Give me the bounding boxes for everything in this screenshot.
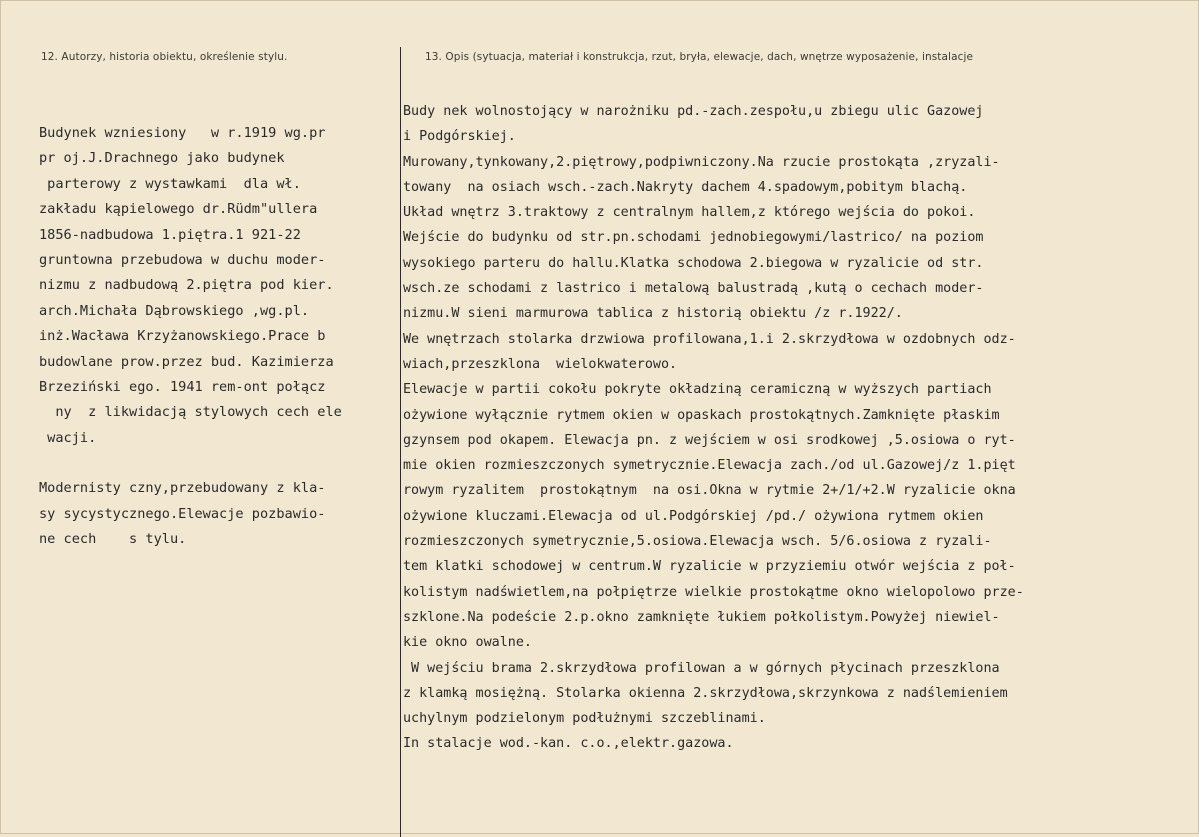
text-line: nizmu z nadbudową 2.piętra pod kier. — [39, 277, 334, 294]
text-line: i Podgórskiej. — [403, 129, 516, 145]
text-line: Brzeziński ego. 1941 rem-ont połącz — [39, 379, 326, 396]
section-header-12: 12. Autorzy, historia obiektu, określenie stylu. — [41, 51, 288, 63]
text-line: rowym ryzalitem prostokątnym na osi.Okna w rytmie 2+/1/+2.W ryzalicie okna — [403, 483, 1016, 499]
text-line: pr oj.J.Drachnego jako budynek — [39, 150, 285, 167]
text-line: wacji. — [39, 429, 97, 446]
text-line: Modernisty czny,przebudowany z kla- — [39, 480, 326, 497]
text-line: ożywione kluczami.Elewacja od ul.Podgórskiej /pd./ ożywiona rytmem okien — [403, 508, 984, 524]
section-header-13: 13. Opis (sytuacja, materiał i konstrukcja, rzut, bryła, elewacje, dach, wnętrze wyposażenie, instalacje — [425, 51, 974, 63]
text-line: sy sycystycznego.Elewacje pozbawio- — [39, 505, 326, 522]
text-line: Murowany,tynkowany,2.piętrowy,podpiwniczony.Na rzucie prostokąta ,zryzali- — [403, 154, 1000, 170]
text-line: gzynsem pod okapem. Elewacja pn. z wejściem w osi srodkowej ,5.osiowa o ryt- — [403, 432, 1016, 448]
text-line — [39, 451, 342, 476]
authors-history-text — [39, 121, 342, 553]
text-line: Elewacje w partii cokołu pokryte okładziną ceramiczną w wyższych partiach — [403, 382, 992, 398]
text-line: towany na osiach wsch.-zach.Nakryty dachem 4.spadowym,pobitym blachą. — [403, 179, 968, 195]
text-line: rozmieszczonych symetrycznie,5.osiowa.Elewacja wsch. 5/6.osiowa z ryzali- — [403, 534, 992, 550]
text-line: arch.Michała Dąbrowskiego ,wg.pl. — [39, 302, 310, 319]
text-line: inż.Wacława Krzyżanowskiego.Prace b — [39, 328, 326, 345]
text-line: wysokiego parteru do hallu.Klatka schodowa 2.biegowa w ryzalicie od str. — [403, 255, 984, 271]
text-line: Budynek wzniesiony w r.1919 wg.pr — [39, 125, 326, 141]
text-line: zakładu kąpielowego dr.Rüdm"ullera — [39, 201, 318, 218]
text-line: nizmu.W sieni marmurowa tablica z historią obiektu /z r.1922/. — [403, 306, 903, 322]
column-divider — [400, 47, 401, 837]
text-line: parterowy z wystawkami dla wł. — [39, 175, 301, 192]
text-line: We wnętrzach stolarka drzwiowa profilowana,1.i 2.skrzydłowa w ozdobnych odz- — [403, 331, 1016, 347]
text-line: ny z likwidacją stylowych cech ele — [39, 404, 342, 421]
text-line: Układ wnętrz 3.traktowy z centralnym hallem,z którego wejścia do pokoi. — [403, 205, 976, 221]
text-line: In stalacje wod.-kan. c.o.,elektr.gazowa. — [403, 736, 734, 752]
text-line: 1856-nadbudowa 1.piętra.1 921-22 — [39, 226, 301, 243]
text-line: W wejściu brama 2.skrzydłowa profilowan a w górnych płycinach przeszklona — [403, 660, 1000, 676]
text-line: mie okien rozmieszczonych symetrycznie.Elewacja zach./od ul.Gazowej/z 1.pięt — [403, 458, 1016, 474]
text-line: kolistym nadświetlem,na połpiętrze wielkie prostokątme okno wielopolowo prze- — [403, 584, 1024, 600]
text-line: wiach,przeszklona wielokwaterowo. — [403, 356, 678, 372]
text-line: Wejście do budynku od str.pn.schodami jednobiegowymi/lastrico/ na poziom — [403, 230, 984, 246]
text-line: budowlane prow.przez bud. Kazimierza — [39, 353, 334, 370]
text-line: Budy nek wolnostojący w narożniku pd.-zach.zespołu,u zbiegu ulic Gazowej — [403, 104, 984, 119]
text-line: tem klatki schodowej w centrum.W ryzalicie w przyziemiu otwór wejścia z poł- — [403, 559, 1016, 575]
text-line: uchylnym podzielonym podłużnymi szczeblinami. — [403, 711, 766, 727]
text-line: z klamką mosiężną. Stolarka okienna 2.skrzydłowa,skrzynkowa z nadślemieniem — [403, 685, 1008, 701]
text-line: kie okno owalne. — [403, 635, 532, 651]
text-line: szklone.Na podeście 2.p.okno zamknięte łukiem połkolistym.Powyżej niewiel- — [403, 609, 1000, 625]
text-line: ożywione wyłącznie rytmem okien w opaskach prostokątnych.Zamknięte płaskim — [403, 407, 1000, 423]
text-line: wsch.ze schodami z lastrico i metalową balustradą ,kutą o cechach moder- — [403, 281, 984, 297]
text-line: ne cech s tylu. — [39, 531, 187, 548]
text-line: gruntowna przebudowa w duchu moder- — [39, 252, 326, 269]
description-text — [403, 99, 1024, 757]
